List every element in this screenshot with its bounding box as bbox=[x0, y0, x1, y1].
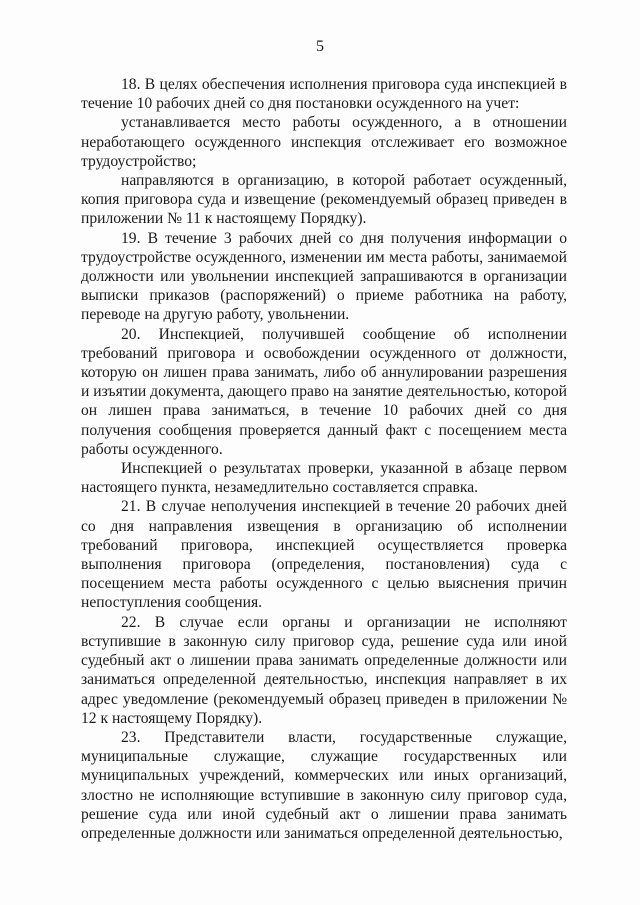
paragraph-19: 19. В течение 3 рабочих дней со дня получения информации о трудоустройстве осужденного, изменении им места работы, занимаемой должности или увольнении инспекцией запрашиваются в организации выписки приказов (распоряжений) о приеме работника на работу, переводе на другую работу, увольнении. bbox=[81, 229, 567, 324]
paragraph-21: 21. В случае неполучения инспекцией в течение 20 рабочих дней со дня направления извещения в организацию об исполнении требований приговора, инспекцией осуществляется проверка выполнения приговора (определения, постановления) суда с посещением места работы осужденного с целью выяснения причин непоступления сообщения. bbox=[81, 498, 567, 612]
document-body bbox=[81, 75, 567, 843]
paragraph-18-item-2: направляются в организацию, в которой работает осужденный, копия приговора суда и извещение (рекомендуемый образец приведен в приложении № 11 к настоящему Порядку). bbox=[81, 172, 567, 228]
paragraph-18: 18. В целях обеспечения исполнения приговора суда инспекцией в течение 10 рабочих дней со дня постановки осужденного на учет: bbox=[81, 76, 567, 113]
page-number: 5 bbox=[316, 38, 324, 55]
paragraph-23: 23. Представители власти, государственные служащие, муниципальные служащие, служащие государственных или муниципальных учреждений, коммерческих или иных организаций, злостно не исполняющие вступившие в законную силу приговор суда, решение суда или иной судебный акт о лишении права занимать определенные должности или заниматься определенной деятельностью, bbox=[81, 728, 567, 842]
paragraph-22: 22. В случае если органы и организации не исполняют вступившие в законную силу приговор суда, решение суда или иной судебный акт о лишении права занимать определенные должности или заниматься определенной деятельностью, инспекция направляет в их адрес уведомление (рекомендуемый образец приведен в приложении № 12 к настоящему Порядку). bbox=[81, 613, 567, 727]
paragraph-20: 20. Инспекцией, получившей сообщение об исполнении требований приговора и освобождении осужденного от должности, которую он лишен права занимать, либо об аннулировании разрешения и изъятии документа, дающего право на занятие деятельностью, которой он лишен права заниматься, в течение 10 рабочих дней со дня получения сообщения проверяется данный факт с посещением места работы осужденного. bbox=[81, 325, 567, 458]
paragraph-18-item-1: устанавливается место работы осужденного, а в отношении неработающего осужденного инспекция отслеживает его возможное трудоустройство; bbox=[81, 114, 567, 170]
paragraph-20-part-2: Инспекцией о результатах проверки, указанной в абзаце первом настоящего пункта, незамедлительно составляется справка. bbox=[81, 460, 567, 497]
